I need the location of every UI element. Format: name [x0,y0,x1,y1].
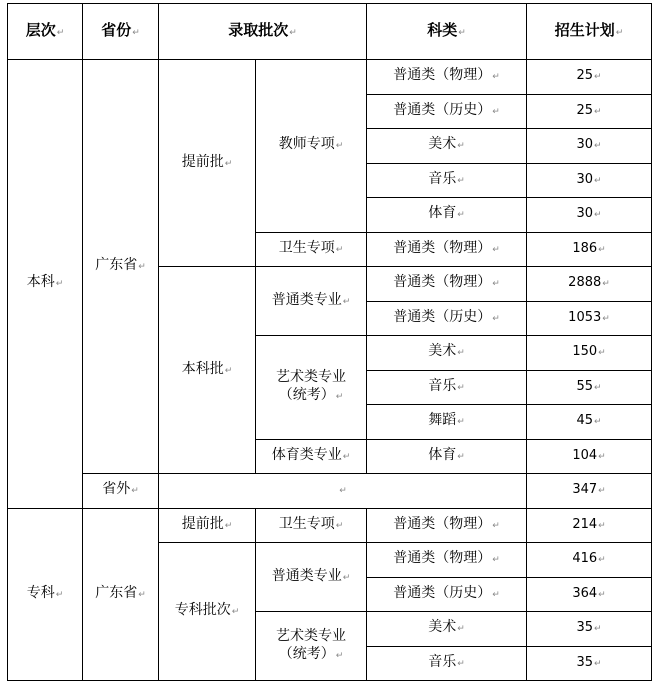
subtype-health: 卫生专项↵ [256,508,367,543]
category-cell: 音乐↵ [367,646,527,681]
table-row [8,508,652,543]
category-cell: 美术↵ [367,129,527,164]
subtype-general: 普通类专业↵ [256,543,367,612]
category-cell: 美术↵ [367,612,527,647]
subtype-sports: 体育类专业↵ [256,439,367,474]
plan-cell: 364↵ [527,577,652,612]
category-cell: 普通类（物理）↵ [367,543,527,578]
header-row [8,4,652,60]
empty-merged-cell: ↵ [159,474,527,509]
plan-cell: 104↵ [527,439,652,474]
table-row [8,474,652,509]
plan-cell: 30↵ [527,163,652,198]
batch-benke: 本科批↵ [159,267,256,474]
header-province: 省份↵ [83,4,159,60]
province-outside: 省外↵ [83,474,159,509]
category-cell: 美术↵ [367,336,527,371]
plan-cell: 35↵ [527,646,652,681]
subtype-art: 艺术类专业 （统考）↵ [256,612,367,681]
plan-cell: 35↵ [527,612,652,647]
category-cell: 音乐↵ [367,370,527,405]
enrollment-plan-table [7,3,652,681]
header-plan: 招生计划↵ [527,4,652,60]
plan-cell: 150↵ [527,336,652,371]
category-cell: 普通类（物理）↵ [367,267,527,302]
plan-cell: 55↵ [527,370,652,405]
header-category: 科类↵ [367,4,527,60]
category-cell: 普通类（物理）↵ [367,232,527,267]
plan-cell: 25↵ [527,60,652,95]
plan-cell: 30↵ [527,198,652,233]
level-benke: 本科↵ [8,60,83,509]
category-cell: 体育↵ [367,439,527,474]
plan-cell: 2888↵ [527,267,652,302]
subtype-general: 普通类专业↵ [256,267,367,336]
plan-cell: 186↵ [527,232,652,267]
category-cell: 普通类（物理）↵ [367,508,527,543]
category-cell: 普通类（物理）↵ [367,60,527,95]
plan-cell: 45↵ [527,405,652,440]
batch-tiqian: 提前批↵ [159,508,256,543]
subtype-health: 卫生专项↵ [256,232,367,267]
batch-zhuanke: 专科批次↵ [159,543,256,681]
plan-cell: 1053↵ [527,301,652,336]
category-cell: 普通类（历史）↵ [367,577,527,612]
plan-cell: 25↵ [527,94,652,129]
plan-cell: 416↵ [527,543,652,578]
category-cell: 体育↵ [367,198,527,233]
plan-cell: 30↵ [527,129,652,164]
subtype-art: 艺术类专业 （统考）↵ [256,336,367,440]
category-cell: 音乐↵ [367,163,527,198]
subtype-teacher: 教师专项↵ [256,60,367,233]
province-guangdong: 广东省↵ [83,60,159,474]
plan-cell: 214↵ [527,508,652,543]
header-level: 层次↵ [8,4,83,60]
category-cell: 普通类（历史）↵ [367,301,527,336]
batch-tiqian: 提前批↵ [159,60,256,267]
category-cell: 舞蹈↵ [367,405,527,440]
table-row [8,60,652,95]
level-zhuanke: 专科↵ [8,508,83,681]
header-batch: 录取批次↵ [159,4,367,60]
plan-cell: 347↵ [527,474,652,509]
category-cell: 普通类（历史）↵ [367,94,527,129]
province-guangdong: 广东省↵ [83,508,159,681]
